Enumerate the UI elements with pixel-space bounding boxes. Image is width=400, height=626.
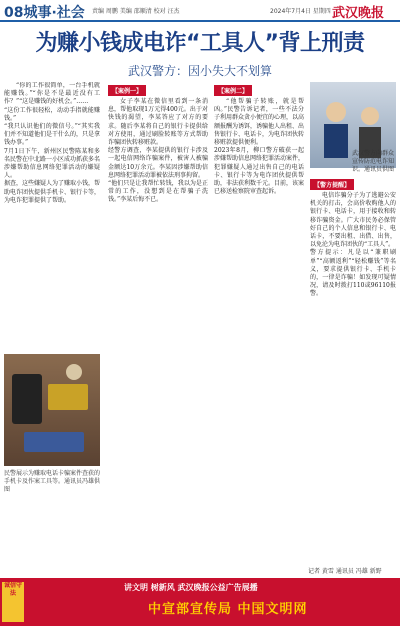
case-badge-1: 【案例一】 bbox=[108, 85, 146, 96]
headline: 为赚小钱成电诈“工具人”背上刑责 bbox=[35, 31, 365, 56]
column-1 bbox=[4, 82, 100, 352]
column-4 bbox=[310, 176, 396, 562]
integrity-stamp: 诚信守法 bbox=[2, 582, 24, 622]
newspaper-logo: 武汉晚报 bbox=[332, 6, 385, 21]
editor-tags: 责编 周鹏 美编 邵顺清 校对 汪杰 bbox=[92, 8, 180, 15]
ad-slogan: 讲文明 树新风 武汉晚报公益广告展播 bbox=[124, 583, 258, 592]
masthead bbox=[0, 0, 400, 22]
ad-sponsor: 中宣部宣传局 中国文明网 bbox=[148, 602, 308, 617]
column-2-text: 女子李某在微信里看到一条消息，帮他取现1万元得400元。出于对快钱的渴望，李某答应了对方的要求。随后李某将自己的银行卡提供给对方使用，通过刷脸转账等方式帮助诈骗团伙转移赃款。 经警方调查，李某提供的银行卡涉及一起电信网络诈骗案件，被害人被骗金额达10万余元。李某因涉嫌帮助信息网络犯罪活动罪被依法刑事拘留。 “他们只是让我帮忙转钱，我以为是正常的工作，没想到是在帮骗子洗钱。”李某后悔不已。 bbox=[108, 98, 208, 204]
byline: 记者 黄雪 通讯员 冯雄 新野 bbox=[308, 568, 382, 575]
evidence-photo bbox=[4, 354, 100, 466]
case-badge-2: 【案例二】 bbox=[214, 85, 252, 96]
public-service-ad bbox=[0, 578, 400, 626]
section-title: 08城事·社会 bbox=[4, 5, 85, 21]
photo-caption-left: 民警展示为赚取电话卡骗案件查获的手机卡及作案工具等。通讯员冯雄供图 bbox=[4, 470, 101, 493]
subheadline: 武汉警方：因小失大不划算 bbox=[127, 64, 272, 78]
evidence-photo-image bbox=[4, 354, 100, 466]
police-tip-badge: 【警方提醒】 bbox=[310, 179, 354, 190]
column-3 bbox=[214, 82, 304, 572]
issue-date: 2024年7月4日 星期四 bbox=[270, 8, 331, 15]
column-3-text: “他帮骗子转账，就是帮凶。”民警告诉记者，一些不法分子利用群众贪小便宜的心理，以高额报酬为诱饵，诱骗他人出租、出售银行卡、电话卡，为电诈团伙转移赃款提供便利。 2023年8月，柳口警方破获一起涉嫌帮助信息网络犯罪活动案件，犯罪嫌疑人通过出售自己的电话卡、银行卡等为电诈团伙提供帮助，非法获利数千元。目前，该案已移送检察院审查起诉。 bbox=[214, 98, 304, 196]
column-2 bbox=[108, 82, 208, 572]
column-4-text: 电信诈骗分子为了逃避公安机关的打击，会高价收购他人的银行卡、电话卡，用于接收和转移诈骗资金。广大市民务必保管好自己的个人信息和银行卡、电话卡，不要出租、出借、出售，以免沦为电诈团伙的“工具人”。 警方提示：凡是以“兼职刷单”“高额返利”“轻松赚钱”等名义，要求提供银行卡、手机卡的，一律是诈骗！如发现可疑情况，请及时拨打110或96110报警。 bbox=[310, 192, 396, 298]
column-1-text: “你的工作很简单，一台手机就能赚钱。”“你是不是最近没有工作？”“这是赚钱的好机会。”…… “这份工作很轻松，动动手指就能赚钱。” “我只认识他们的微信号。”“其实我们并不知道他们是干什么的，只是拿钱办事。” 7月1日下午，新州区民警陈某和多名民警在中北路一小区成功抓获多名涉嫌帮助信息网络犯罪活动的嫌疑人。 据查，这些嫌疑人为了赚取小钱，帮助电诈团伙提供手机卡、银行卡等，为电诈犯罪提供了帮助。 bbox=[4, 82, 100, 204]
photo-caption-right: 武汉警方向群众宣传防范电诈知识。通讯员供图 bbox=[352, 150, 395, 173]
